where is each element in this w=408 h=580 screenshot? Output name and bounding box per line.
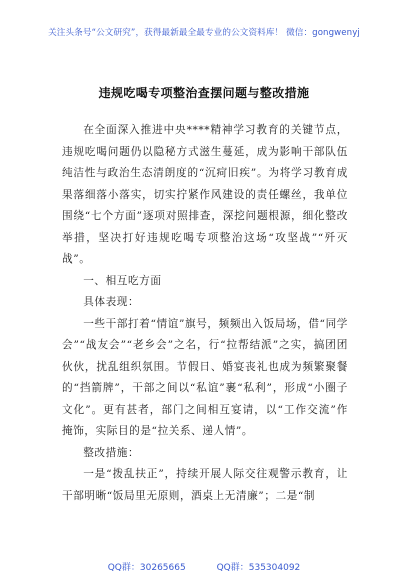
- measures-paragraph: 一是“拨乱扶正”，持续开展人际交往观警示教育，让干部明晰“饭局里无原则，酒桌上无清廉”；二是“制: [62, 468, 348, 502]
- footer-qq-group-2: QQ群：535304092: [216, 563, 301, 573]
- document-body: [62, 120, 348, 507]
- subheading-manifestations: 具体表现：: [83, 296, 140, 308]
- manifestations-paragraph: 一些干部打着“情谊”旗号，频频出入饭局场，借“同学会”“战友会”“老乡会”之名，行“拉帮结派”之实，搞团团伙伙，扰乱组织氛围。节假日、婚宴丧礼也成为频繁聚餐的“挡箭牌”，干部之间以“私谊”裹“私利”，形成“小圈子文化”。更有甚者，部门之间相互宴请，以“工作交流”作掩饰，实际目的是“拉关系、递人情”。: [62, 317, 348, 437]
- footer-qq-group-1: QQ群：30265665: [107, 563, 186, 573]
- intro-paragraph: 在全面深入推进中央****精神学习教育的关键节点，违规吃喝问题仍以隐秘方式滋生蔓延，成为影响干部队伍纯洁性与政治生态清朗度的“沉疴旧疾”。为将学习教育成果落细落小落实，切实拧紧作风建设的责任螺丝，我单位围绕“七个方面”逐项对照排查，深挖问题根源，细化整改举措，坚决打好违规吃喝专项整治这场“攻坚战”“歼灭战”。: [62, 124, 348, 265]
- subheading-measures: 整改措施：: [83, 446, 140, 459]
- footer: [0, 560, 408, 573]
- header-note: 关注头条号“公文研究”，获得最新最全最专业的公文资料库！ 微信：gongwenyj: [48, 28, 360, 38]
- section-heading: 一、相互吃方面: [83, 274, 162, 287]
- document-title: 违规吃喝专项整治查摆问题与整改措施: [98, 86, 310, 100]
